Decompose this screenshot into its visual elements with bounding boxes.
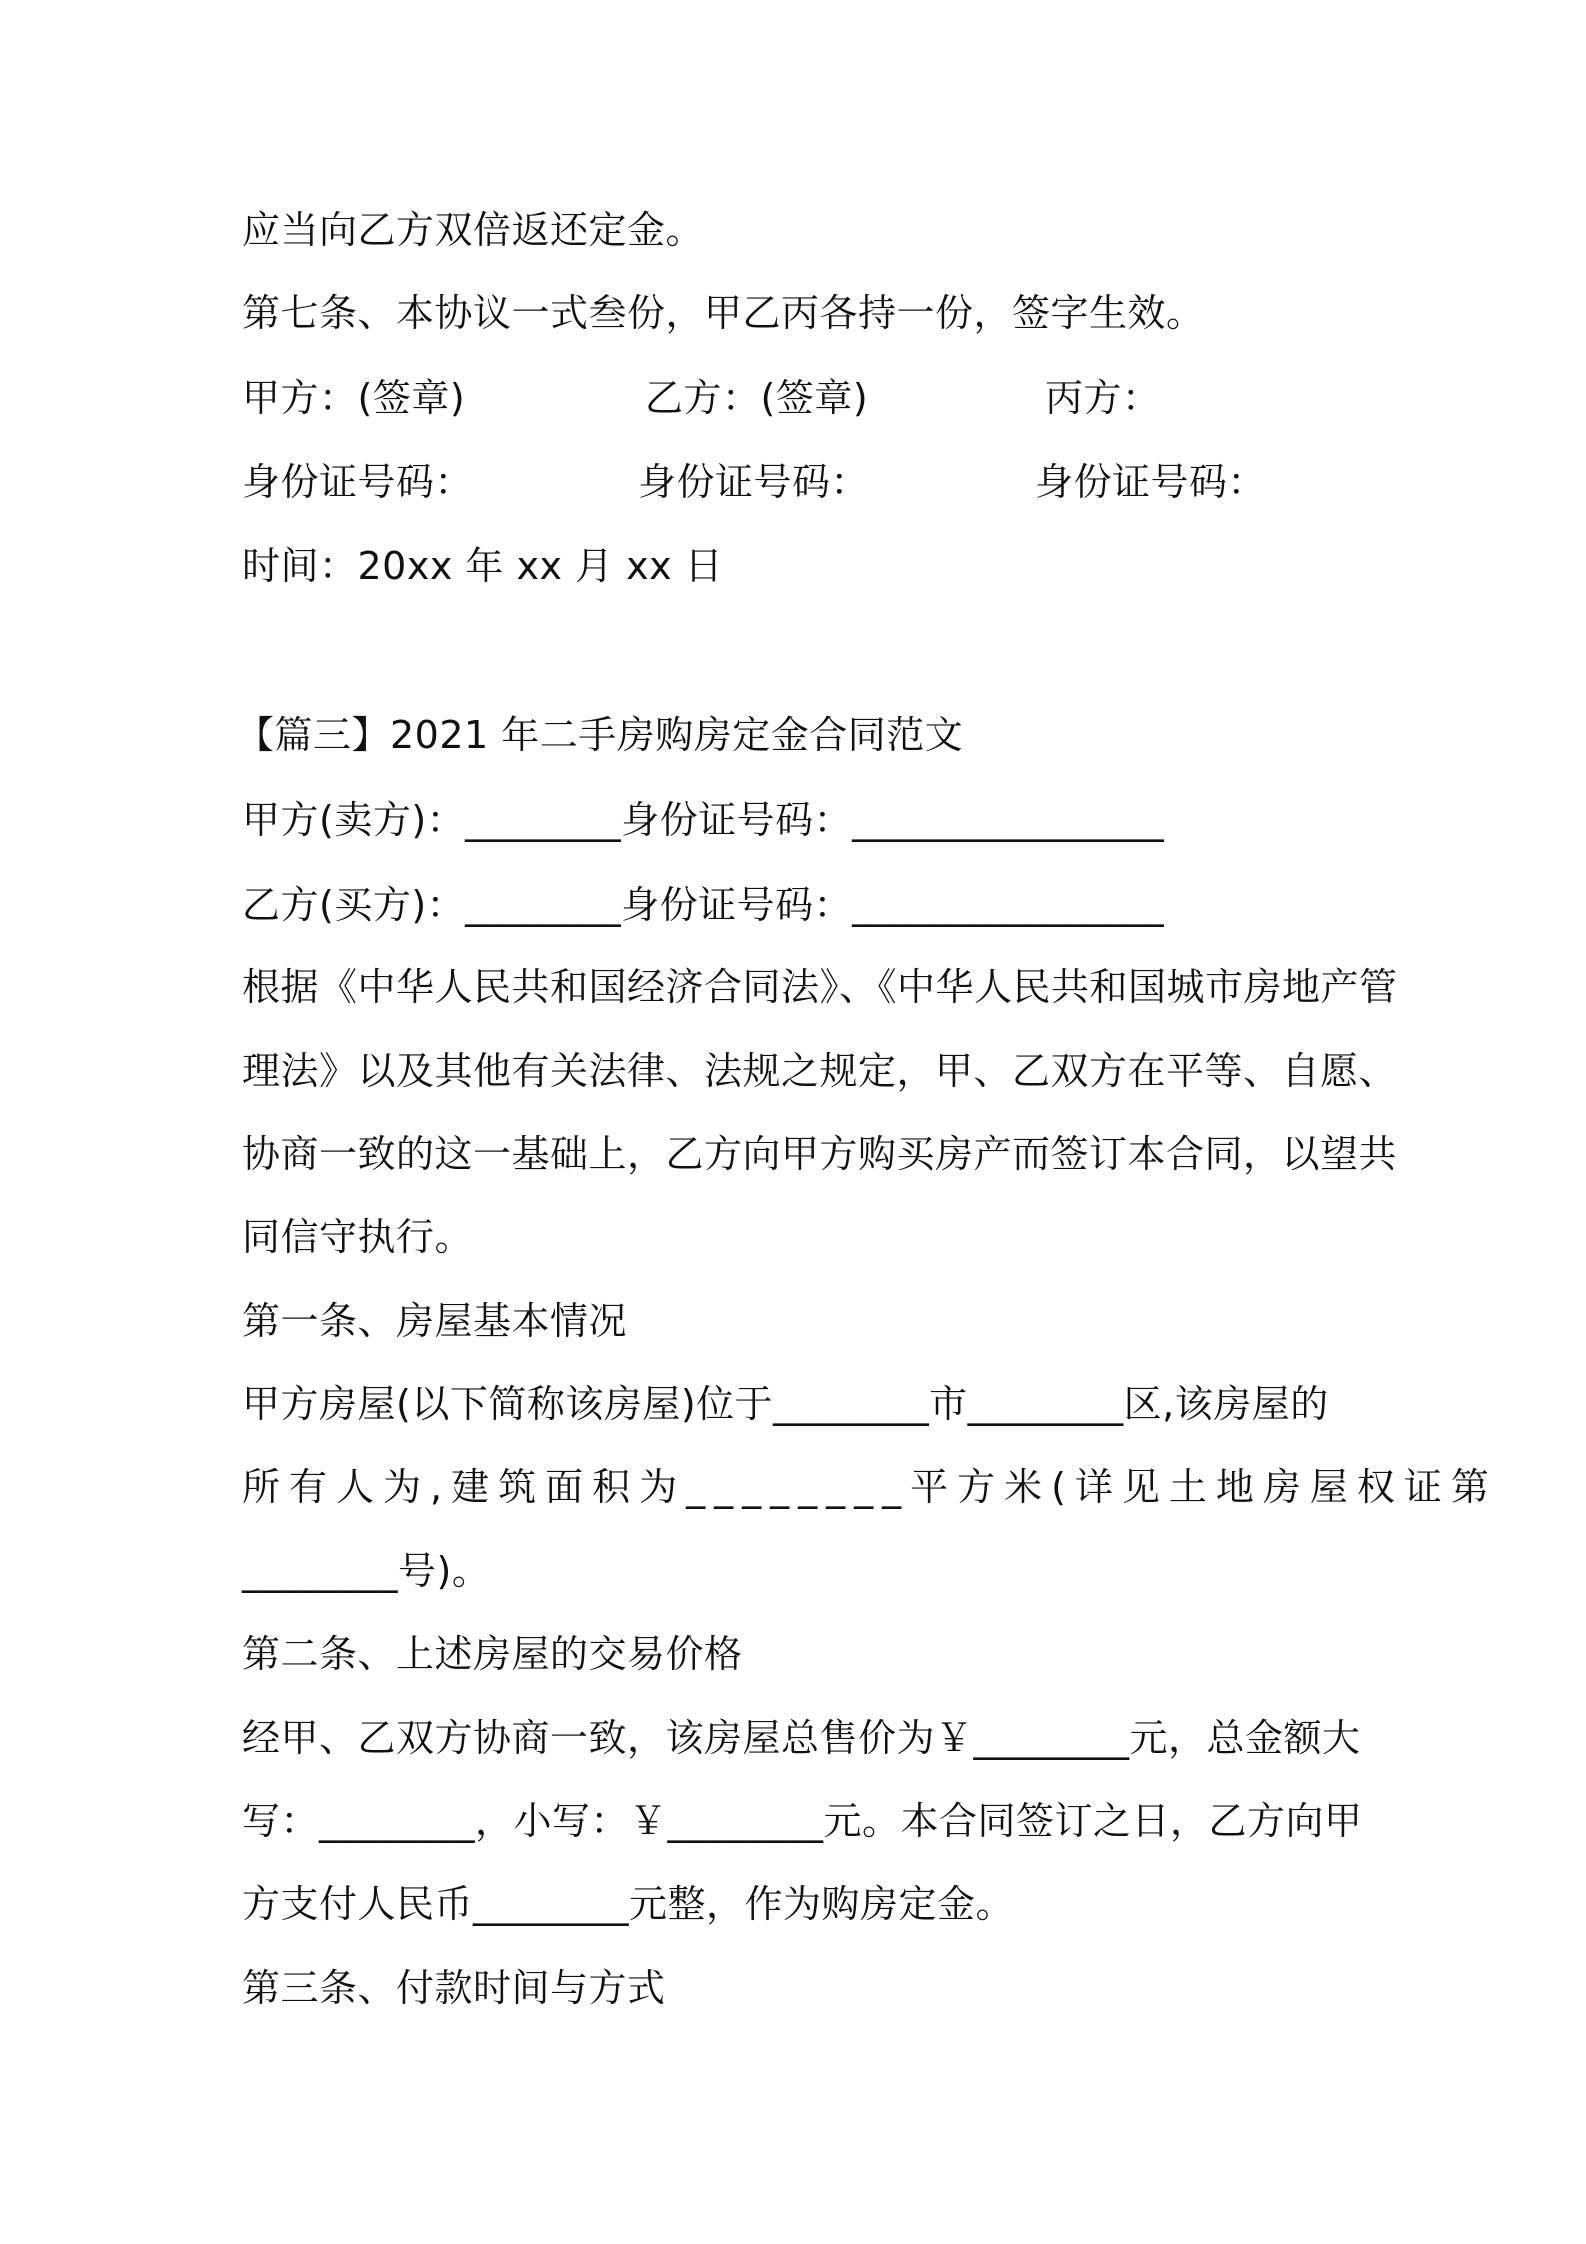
party-c-id-number: 身份证号码：	[1035, 460, 1267, 504]
preamble-line-4: 同信守执行。	[242, 1215, 474, 1259]
text-line-article-7: 第七条、本协议一式叁份，甲乙丙各持一份，签字生效。	[242, 291, 1205, 335]
article-3-title: 第三条、付款时间与方式	[242, 1966, 666, 2010]
article-2-line-2: 写：________，小写：￥________元。本合同签订之日，乙方向甲	[242, 1799, 1363, 1843]
article-2-line-3: 方支付人民币________元整，作为购房定金。	[242, 1882, 1015, 1926]
party-c-signature: 丙方：	[1045, 376, 1161, 420]
article-2-line-1: 经甲、乙双方协商一致，该房屋总售价为￥________元，总金额大	[242, 1716, 1361, 1760]
party-b-id-number: 身份证号码：	[638, 460, 870, 504]
text-line-refund-deposit: 应当向乙方双倍返还定金。	[242, 208, 705, 252]
date-line: 时间：20xx 年 xx 月 xx 日	[242, 544, 724, 588]
preamble-line-2: 理法》以及其他有关法律、法规之规定，甲、乙双方在平等、自愿、	[242, 1049, 1398, 1093]
article-1-line-2: 所有人为,建筑面积为________平方米(详见土地房屋权证第	[242, 1465, 1498, 1509]
article-2-title: 第二条、上述房屋的交易价格	[242, 1632, 743, 1676]
preamble-line-3: 协商一致的这一基础上，乙方向甲方购买房产而签订本合同，以望共	[242, 1132, 1398, 1176]
article-1-title: 第一条、房屋基本情况	[242, 1299, 628, 1343]
buyer-line: 乙方(买方)：________身份证号码：________________	[242, 883, 1165, 927]
article-1-line-1: 甲方房屋(以下简称该房屋)位于________市________区,该房屋的	[242, 1382, 1329, 1426]
section-title: 【篇三】2021 年二手房购房定金合同范文	[236, 713, 964, 757]
party-b-signature: 乙方：(签章)	[645, 376, 869, 420]
seller-line: 甲方(卖方)：________身份证号码：________________	[242, 798, 1165, 842]
party-a-signature: 甲方：(签章)	[242, 376, 466, 420]
article-1-line-3: ________号)。	[242, 1549, 491, 1593]
party-a-id-number: 身份证号码：	[242, 460, 474, 504]
preamble-line-1: 根据《中华人民共和国经济合同法》、《中华人民共和国城市房地产管	[242, 965, 1398, 1009]
